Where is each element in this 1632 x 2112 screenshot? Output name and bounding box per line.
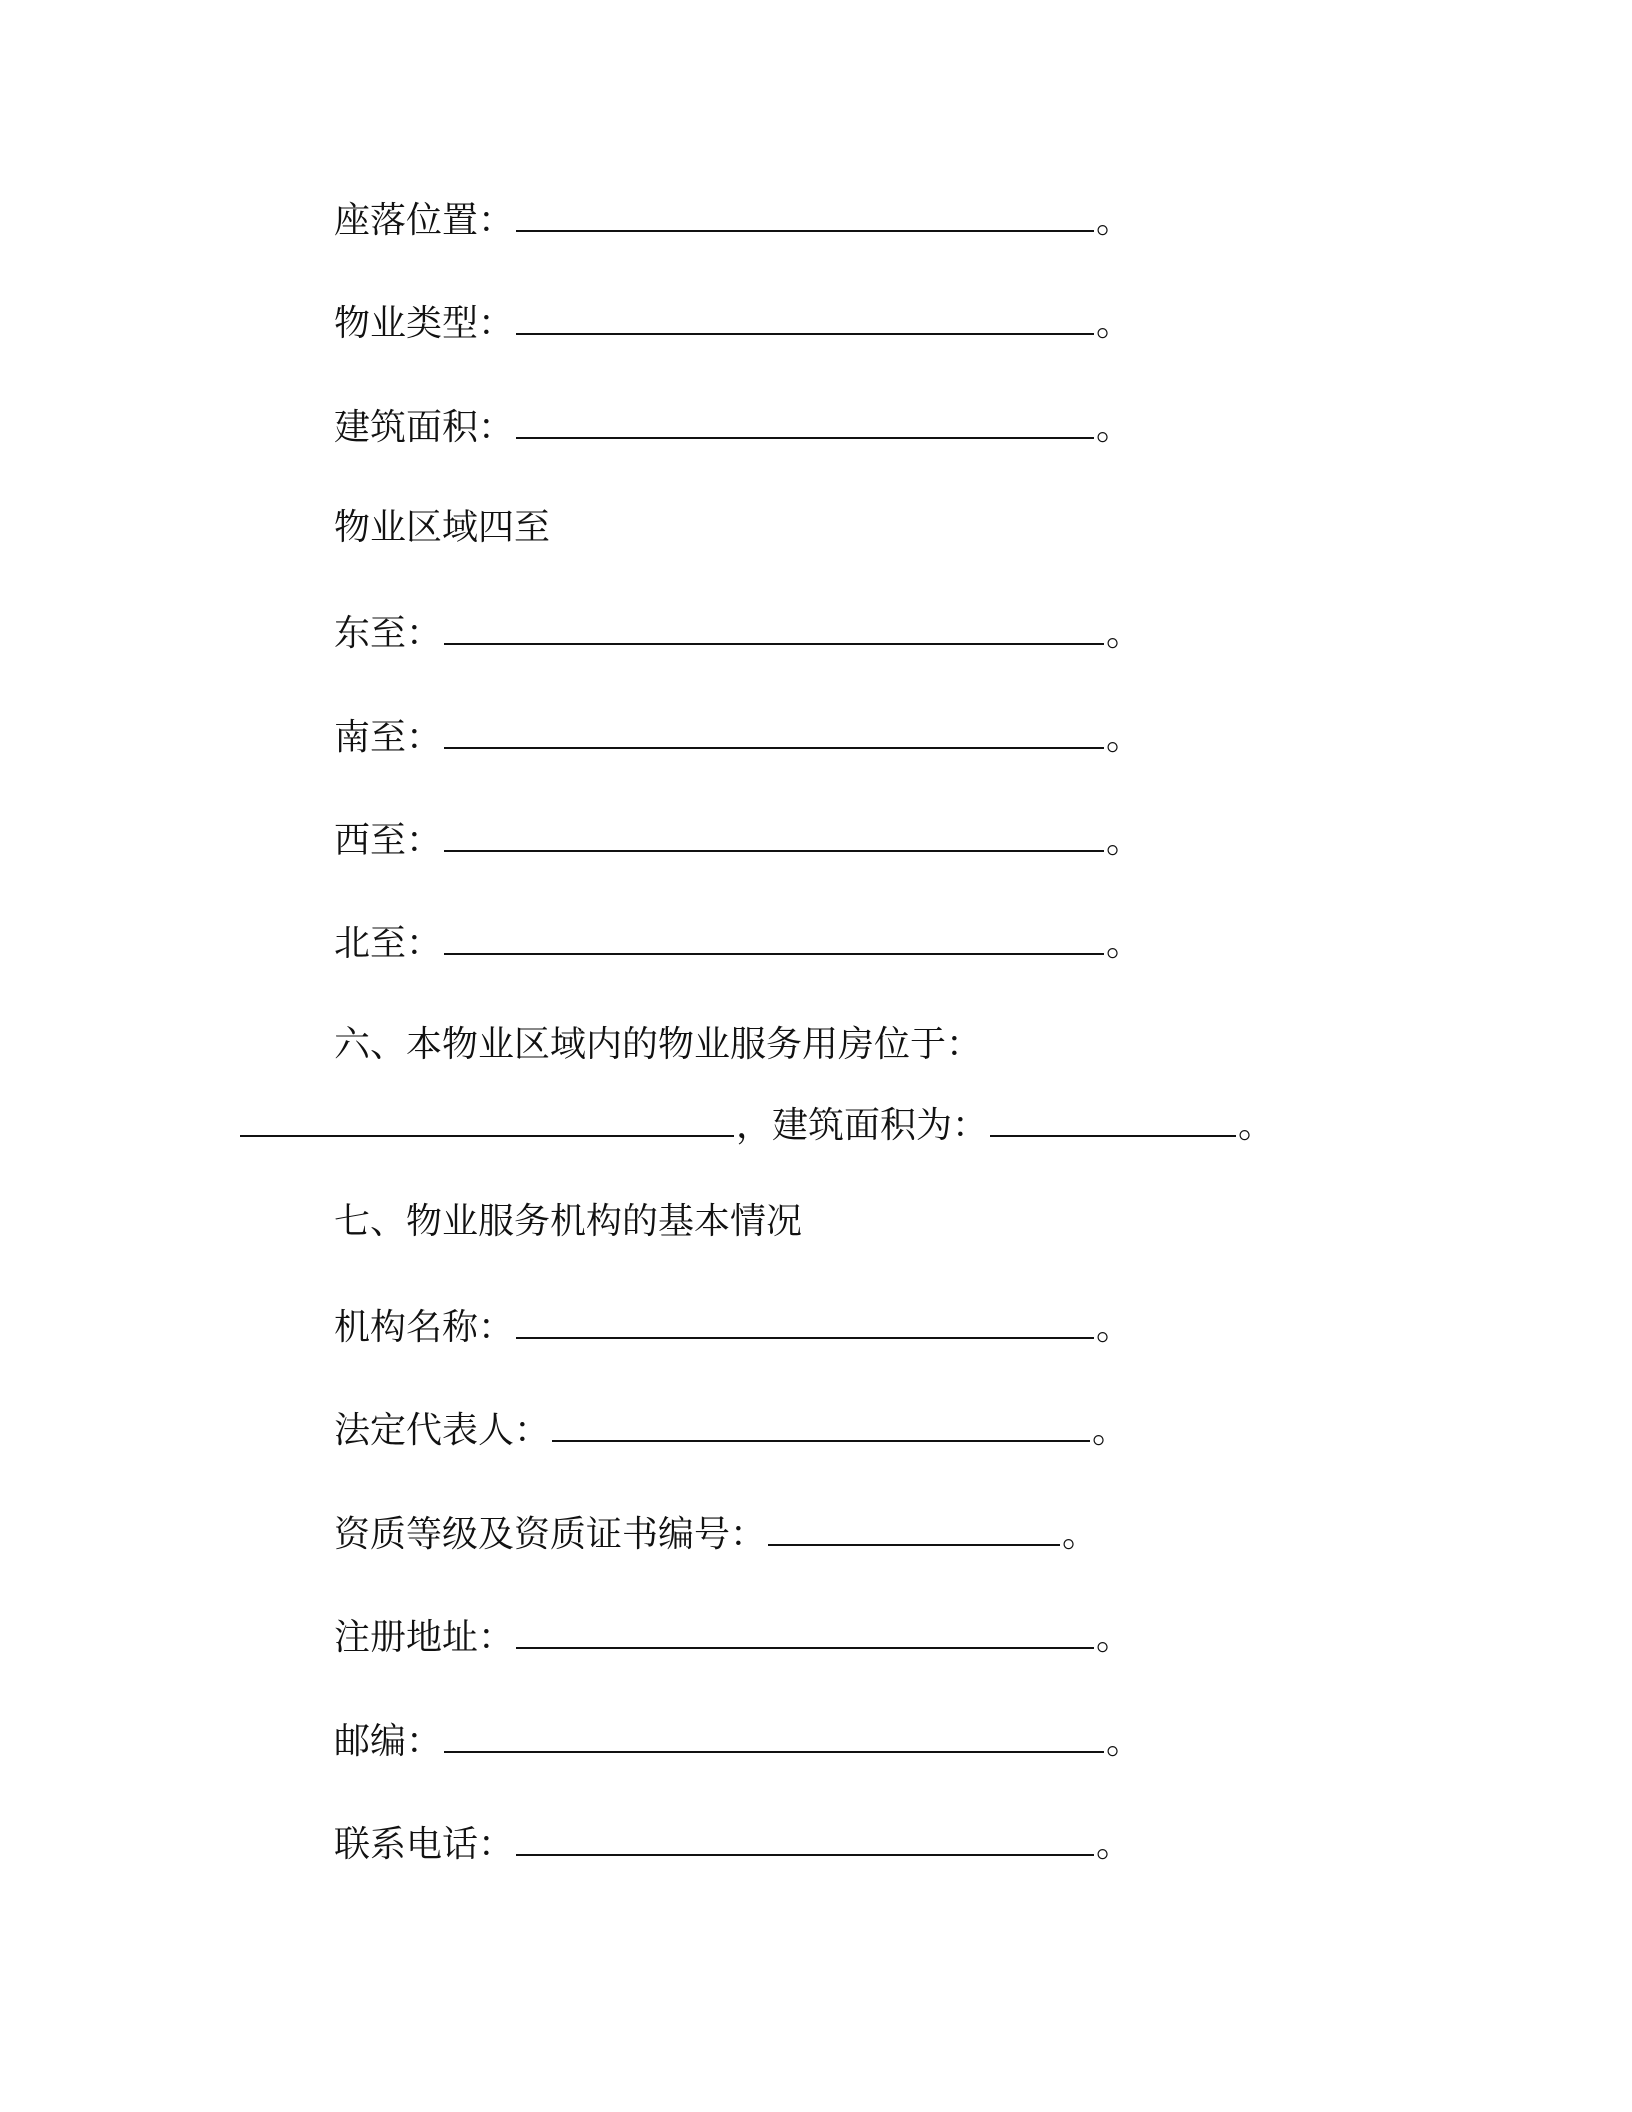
blank-line[interactable] xyxy=(240,1101,734,1137)
field-label: 南至： xyxy=(334,717,443,758)
blank-line[interactable] xyxy=(516,1613,1094,1649)
heading-text: 六、本物业区域内的物业服务用房位于： xyxy=(334,1024,983,1065)
field-building-area xyxy=(334,403,1132,450)
blank-line[interactable] xyxy=(516,403,1094,439)
field-label: 联系电话： xyxy=(334,1824,515,1865)
section6-location-line xyxy=(240,1101,1274,1148)
field-label: 东至： xyxy=(334,613,443,654)
blank-line[interactable] xyxy=(516,1820,1094,1856)
blank-line[interactable] xyxy=(444,1717,1104,1753)
field-end: 。 xyxy=(1096,1617,1133,1658)
blank-line[interactable] xyxy=(516,1303,1094,1339)
field-qualification xyxy=(334,1510,1098,1557)
field-end: 。 xyxy=(1106,923,1143,964)
field-end: 。 xyxy=(1096,303,1133,344)
blank-line[interactable] xyxy=(444,609,1104,645)
field-label: 物业类型： xyxy=(334,303,515,344)
field-phone xyxy=(334,1820,1132,1867)
heading-text: 七、物业服务机构的基本情况 xyxy=(334,1201,803,1242)
field-end: 。 xyxy=(1106,717,1143,758)
field-registered-address xyxy=(334,1613,1132,1660)
blank-line[interactable] xyxy=(444,816,1104,852)
field-label: 西至： xyxy=(334,820,443,861)
section7-heading xyxy=(334,1200,802,1244)
field-boundary-north xyxy=(334,919,1142,966)
field-end: 。 xyxy=(1106,1721,1143,1762)
field-end: 。 xyxy=(1062,1514,1099,1555)
section6-heading xyxy=(334,1023,982,1067)
blank-line[interactable] xyxy=(552,1406,1090,1442)
field-label: 座落位置： xyxy=(334,200,515,241)
field-label: 法定代表人： xyxy=(334,1410,551,1451)
field-label: 建筑面积： xyxy=(334,407,515,448)
field-end: 。 xyxy=(1238,1105,1275,1146)
field-boundary-east xyxy=(334,609,1142,656)
field-end: 。 xyxy=(1092,1410,1129,1451)
field-label: 邮编： xyxy=(334,1721,443,1762)
boundaries-heading xyxy=(334,506,550,550)
blank-line[interactable] xyxy=(768,1510,1060,1546)
field-boundary-west xyxy=(334,816,1142,863)
section6-mid-text: ，建筑面积为： xyxy=(736,1105,989,1146)
field-label: 机构名称： xyxy=(334,1307,515,1348)
field-boundary-south xyxy=(334,713,1142,760)
field-location xyxy=(334,196,1132,243)
field-label: 资质等级及资质证书编号： xyxy=(334,1514,767,1555)
field-end: 。 xyxy=(1096,200,1133,241)
blank-line[interactable] xyxy=(516,299,1094,335)
blank-line[interactable] xyxy=(444,919,1104,955)
field-end: 。 xyxy=(1106,613,1143,654)
field-legal-rep xyxy=(334,1406,1128,1453)
field-org-name xyxy=(334,1303,1132,1350)
blank-line[interactable] xyxy=(990,1101,1236,1137)
field-end: 。 xyxy=(1106,820,1143,861)
field-property-type xyxy=(334,299,1132,346)
heading-text: 物业区域四至 xyxy=(334,507,551,548)
field-label: 注册地址： xyxy=(334,1617,515,1658)
blank-line[interactable] xyxy=(516,196,1094,232)
field-end: 。 xyxy=(1096,1307,1133,1348)
field-label: 北至： xyxy=(334,923,443,964)
blank-line[interactable] xyxy=(444,713,1104,749)
field-postcode xyxy=(334,1717,1142,1764)
field-end: 。 xyxy=(1096,1824,1133,1865)
field-end: 。 xyxy=(1096,407,1133,448)
